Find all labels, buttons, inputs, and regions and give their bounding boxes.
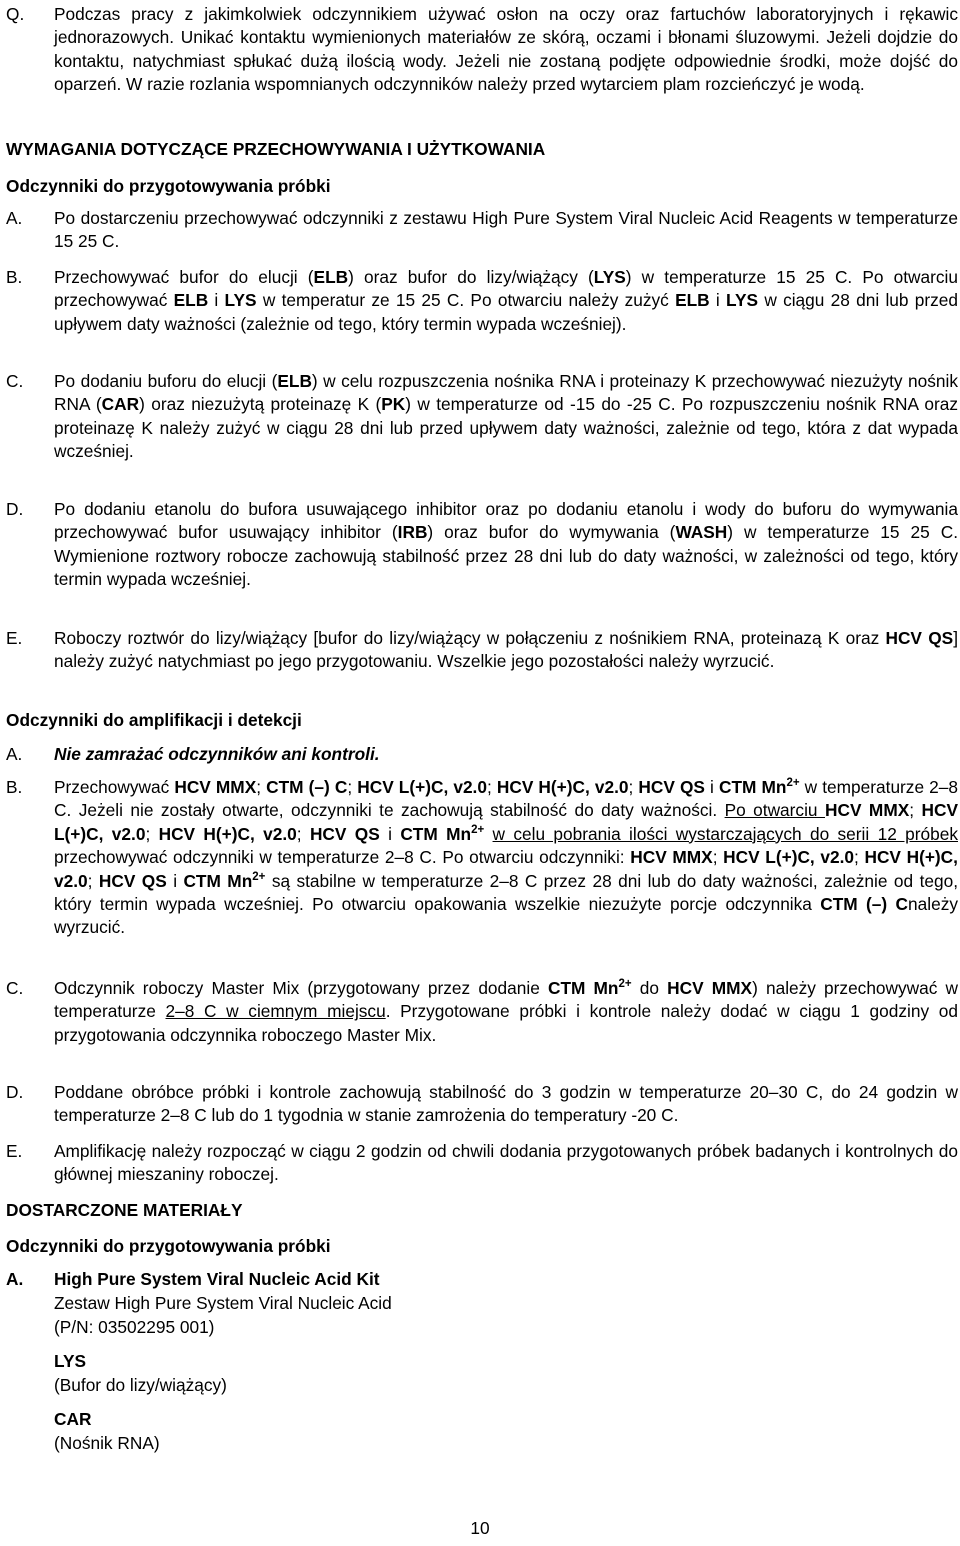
- item-label: Q.: [6, 4, 25, 24]
- item-text: Po dodaniu etanolu do bufora usuwającego inhibitor oraz po dodaniu etanolu i wody do buforu do wymywania przechowywać bufor usuwający inhibitor (IRB) oraz bufor do wymywania (WASH) w temperaturze 15 25 C. Wymienione roztwory robocze zachowują stabilność przez 28 dni lub do daty ważności, w zależności od tego, który termin wypada wcześniej.: [54, 499, 959, 590]
- reagent-desc-lys: (Bufor do lizy/wiążący): [54, 1375, 227, 1395]
- item-text: Podczas pracy z jakimkolwiek odczynnikiem używać osłon na oczy oraz fartuchów laboratoryjnych i rękawic jednorazowych. Unikać kontaktu wymienionych materiałów ze skórą, oczami i błonami śluzowymi. Jeżeli dojdzie do kontaktu, natychmiast spłukać dużą ilością wody. Jeżeli nie zostaną podjęte odpowiednie środki, może dojść do oparzeń. W razie rozlania wspomnianych odczynników należy przed wytarciem plam rozcieńczyć je wodą.: [54, 4, 958, 95]
- item-label: A.: [6, 1269, 24, 1289]
- page-number: 10: [470, 1518, 490, 1538]
- amp-item-b: [6, 776, 958, 940]
- reagent-code-car: CAR: [54, 1409, 92, 1429]
- storage-item-e: [6, 627, 958, 674]
- amp-item-e: [6, 1140, 958, 1187]
- item-text: Odczynnik roboczy Master Mix (przygotowany przez dodanie CTM $Mn^{2+}$ do HCV MMX) należy przechowywać w temperaturze 2–8 C w ciemnym miejscu. Przygotowane próbki i kontrole należy dodać w ciągu 1 godziny od przygotowania odczynnika roboczego Master Mix.: [54, 978, 959, 1045]
- reagent-desc-car: (Nośnik RNA): [54, 1433, 160, 1453]
- item-text: Przechowywać HCV MMX; CTM (–) C; HCV L(+)C, v2.0; HCV H(+)C, v2.0; HCV QS i CTM $Mn^{2+}$ w temperaturze 2–8 C. Jeżeli nie zostały otwarte, odczynniki te zachowują stabilność do daty ważności. Po otwarciu HCV MMX; HCV L(+)C, v2.0; HCV H(+)C, v2.0; HCV QS i CTM $Mn^{2+}$ w celu pobrania ilości wystarczających do serii 12 próbek przechowywać odczynniki w temperaturze 2–8 C. Po otwarciu odczynniki: HCV MMX; HCV L(+)C, v2.0; HCV H(+)C, v2.0; HCV QS i CTM $Mn^{2+}$ są stabilne w temperaturze 2–8 C przez 28 dni lub do daty ważności, zależnie od tego, który termin wypada wcześniej. Po otwarciu opakowania wszelkie niezużyte porcje odczynnika CTM (–) Cnależy wyrzucić.: [54, 777, 959, 938]
- item-text: Amplifikację należy rozpocząć w ciągu 2 godzin od chwili dodania przygotowanych próbek badanych i kontrolnych do głównej mieszaniny roboczej.: [54, 1141, 958, 1185]
- section-title-materials: DOSTARCZONE MATERIAŁY: [6, 1200, 243, 1220]
- item-label: A.: [6, 744, 23, 764]
- subsection-title-materials-prep: Odczynniki do przygotowywania próbki: [6, 1236, 331, 1256]
- item-text: Nie zamrażać odczynników ani kontroli.: [54, 744, 380, 764]
- item-q: [6, 3, 958, 97]
- item-label: C.: [6, 978, 24, 998]
- kit-name: High Pure System Viral Nucleic Acid Kit: [54, 1269, 380, 1289]
- storage-item-d: [6, 498, 958, 592]
- item-text: Po dostarczeniu przechowywać odczynniki z zestawu High Pure System Viral Nucleic Acid Reagents w temperaturze 15 25 C.: [54, 208, 958, 252]
- item-text: Poddane obróbce próbki i kontrole zachowują stabilność do 3 godzin w temperaturze 20–30 C, do 24 godzin w temperaturze 2–8 C lub do 1 tygodnia w stanie zamrożenia do temperatury -20 C.: [54, 1082, 958, 1126]
- item-text: Po dodaniu buforu do elucji (ELB) w celu rozpuszczenia nośnika RNA i proteinazy K przechowywać niezużyty nośnik RNA (CAR) oraz niezużytą proteinazę K (PK) w temperaturze od -15 do -25 C. Po rozpuszczeniu nośnik RNA oraz proteinazę K należy zużyć w ciągu 28 dni lub przed upływem daty ważności, zależnie od tego, która z dat wypada wcześniej.: [54, 371, 959, 462]
- item-label: D.: [6, 1082, 24, 1102]
- reagent-code-lys: LYS: [54, 1351, 87, 1371]
- amp-item-a: [6, 743, 958, 766]
- item-label: B.: [6, 777, 23, 797]
- amp-item-d: [6, 1081, 958, 1128]
- kit-part-number: (P/N: 03502295 001): [54, 1317, 215, 1337]
- item-label: D.: [6, 499, 24, 519]
- storage-item-b: [6, 266, 958, 336]
- item-label: B.: [6, 267, 23, 287]
- item-label: E.: [6, 1141, 23, 1161]
- item-label: A.: [6, 208, 23, 228]
- subsection-title-prep: Odczynniki do przygotowywania próbki: [6, 176, 331, 196]
- item-label: C.: [6, 371, 24, 391]
- item-text: Przechowywać bufor do elucji (ELB) oraz bufor do lizy/wiążący (LYS) w temperaturze 15 25 C. Po otwarciu przechowywać ELB i LYS w temperatur ze 15 25 C. Po otwarciu należy zużyć ELB i LYS w ciągu 28 dni lub przed upływem daty ważności (zależnie od tego, który termin wypada wcześniej).: [54, 267, 958, 334]
- storage-item-c: [6, 370, 958, 464]
- kit-description: Zestaw High Pure System Viral Nucleic Acid: [54, 1293, 392, 1313]
- section-title-storage: WYMAGANIA DOTYCZĄCE PRZECHOWYWANIA I UŻYTKOWANIA: [6, 139, 546, 159]
- item-label: E.: [6, 628, 23, 648]
- storage-item-a: [6, 207, 958, 254]
- amp-item-c: [6, 977, 958, 1047]
- item-text: Roboczy roztwór do lizy/wiążący [bufor do lizy/wiążący w połączeniu z nośnikiem RNA, proteinazą K oraz HCV QS] należy zużyć natychmiast po jego przygotowaniu. Wszelkie jego pozostałości należy wyrzucić.: [54, 628, 958, 672]
- subsection-title-amp: Odczynniki do amplifikacji i detekcji: [6, 710, 302, 730]
- materials-item-a: [6, 1268, 958, 1291]
